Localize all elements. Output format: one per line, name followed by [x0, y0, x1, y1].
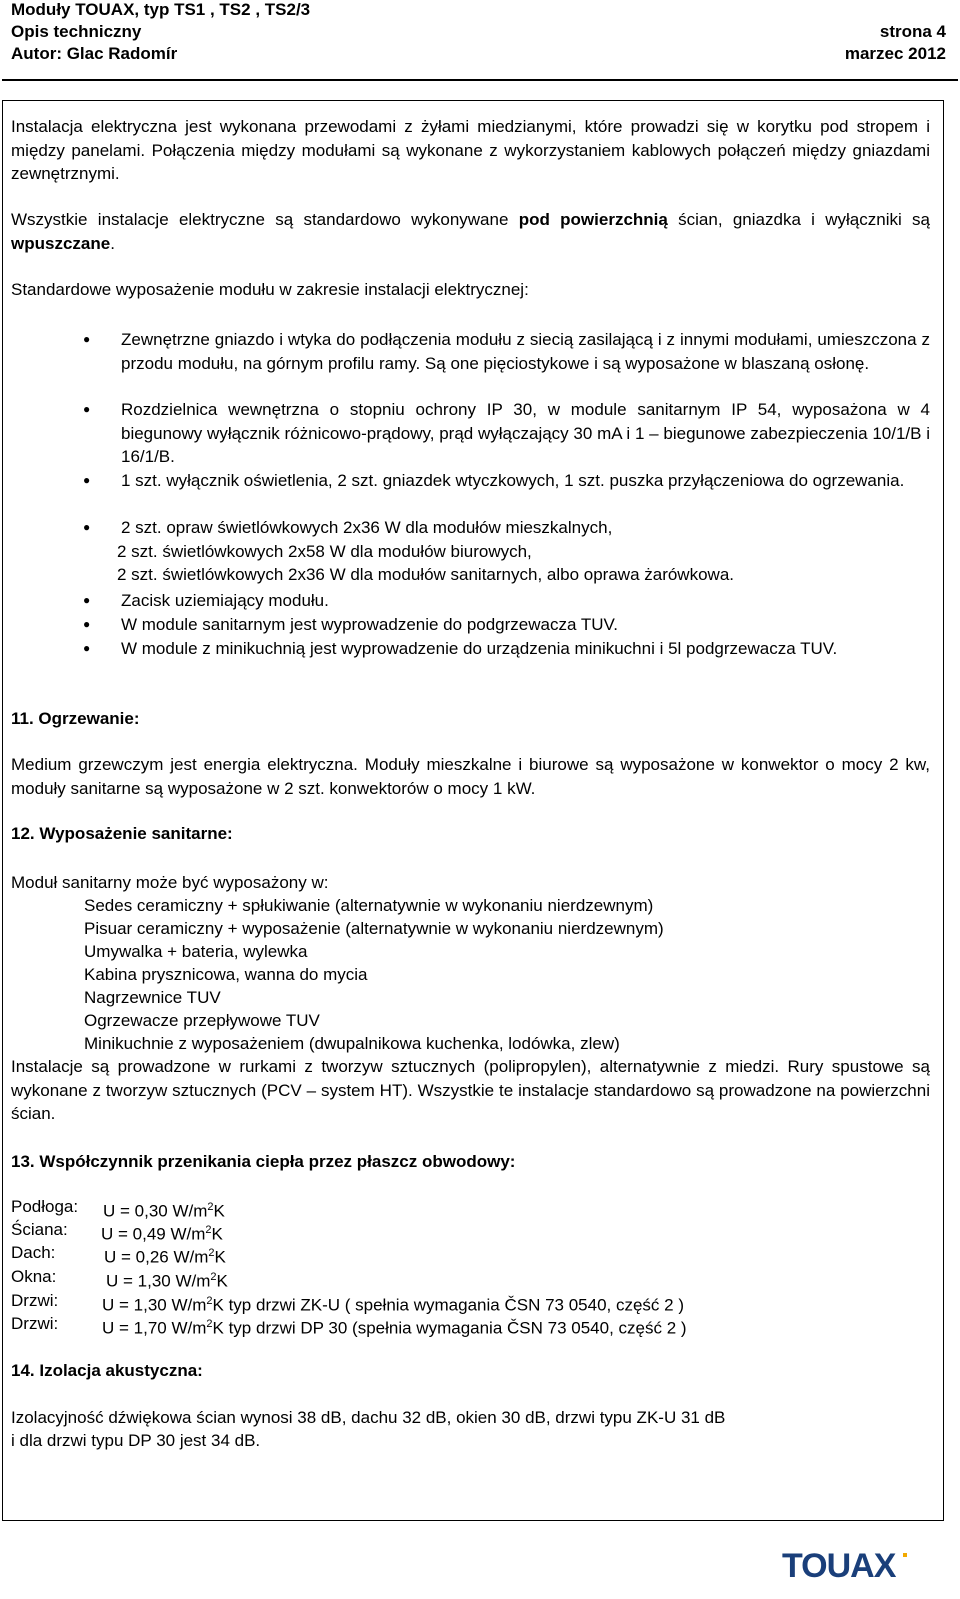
- u-value-unit: K: [211, 1224, 223, 1244]
- u-row-value: [102, 1312, 687, 1341]
- section-12-text: Instalacje są prowadzone w rurkami z tworzyw sztucznych (polipropylen), alternatywnie z miedzi. Rury spustowe są wykonane z tworzyw sztucznych (PCV – system HT). Wszystkie te instalacje standardowo są prowadzone na powierzchni ścian.: [11, 1057, 930, 1123]
- section-12-heading: 12. Wyposażenie sanitarne:: [11, 824, 233, 843]
- u-value-text: U = 0,49 W/m: [101, 1224, 206, 1244]
- intro-paragraph-1: Instalacja elektryczna jest wykonana przewodami z żyłami miedzianymi, które prowadzi się w korytku pod stropem i między panelami. Połączenia między modułami są wykonane z wykorzystaniem kablowych połączeń między gniazdami zewnętrznymi.: [11, 117, 930, 183]
- document-date: marzec 2012: [844, 44, 946, 63]
- list-item: W module sanitarnym jest wyprowadzenie do podgrzewacza TUV.: [121, 615, 619, 634]
- sanitary-item: Nagrzewnice TUV: [84, 988, 221, 1007]
- document-author: Autor: Glac Radomír: [11, 44, 178, 63]
- u-value-text: U = 1,30 W/m: [102, 1295, 207, 1315]
- bullet-icon: ●: [83, 402, 91, 416]
- bullet-icon: ●: [83, 520, 91, 534]
- p2-text-b: ścian, gniazdka i wyłączniki są: [667, 210, 931, 229]
- u-row-label: Ściana:: [11, 1220, 68, 1239]
- bullet-icon: ●: [83, 593, 91, 607]
- bullet-icon: ●: [83, 617, 91, 631]
- u-value-unit: K: [212, 1318, 224, 1338]
- sanitary-item: Kabina prysznicowa, wanna do mycia: [84, 965, 368, 984]
- p2-bold-a: pod powierzchnią: [518, 210, 668, 229]
- list-item: Rozdzielnica wewnętrzna o stopniu ochrony IP 30, w module sanitarnym IP 54, wyposażona w 4 biegunowy wyłącznik różnicowo-prądowy, prąd wyłączający 30 mA i 1 – biegunowe zabezpieczenia 10/1/B i 16/1/B.: [121, 400, 930, 466]
- u-row-label: Drzwi:: [11, 1291, 59, 1310]
- sanitary-item: Umywalka + bateria, wylewka: [84, 942, 308, 961]
- u-row-label: Drzwi:: [11, 1314, 59, 1333]
- u-value-sup: 2: [210, 1271, 217, 1283]
- bullet-icon: ●: [83, 332, 91, 346]
- document-subtitle: Opis techniczny: [11, 22, 142, 41]
- list-item: 1 szt. wyłącznik oświetlenia, 2 szt. gniazdek wtyczkowych, 1 szt. puszka przyłączeniowa do ogrzewania.: [121, 471, 905, 490]
- u-value-text: U = 1,70 W/m: [102, 1318, 207, 1338]
- u-value-note: typ drzwi ZK-U ( spełnia wymagania ČSN 73 0540, część 2 ): [223, 1295, 684, 1315]
- p2-text-a: Wszystkie instalacje elektryczne są standardowo wykonywane: [11, 210, 519, 229]
- sanitary-item: Sedes ceramiczny + spłukiwanie (alternatywnie w wykonaniu nierdzewnym): [84, 896, 654, 915]
- bullet-icon: ●: [83, 641, 91, 655]
- section-14-text-line-1: Izolacyjność dźwiękowa ścian wynosi 38 dB, dachu 32 dB, okien 30 dB, drzwi typu ZK-U 31 dB: [11, 1408, 726, 1427]
- section-11-text: Medium grzewczym jest energia elektryczna. Moduły mieszkalne i biurowe są wyposażone w konwektor o mocy 2 kw, moduły sanitarne są wyposażone w 2 szt. konwektorów o mocy 1 kW.: [11, 755, 930, 798]
- u-row-label: Dach:: [11, 1243, 56, 1262]
- list-item-continuation: 2 szt. świetlówkowych 2x36 W dla modułów sanitarnych, albo oprawa żarówkowa.: [117, 565, 734, 584]
- list-item: Zewnętrzne gniazdo i wtyka do podłączenia modułu z siecią zasilającą i z innymi modułami, umieszczona z przodu modułu, na górnym profilu ramy. Są one pięciostykowe i są wyposażone w blaszaną osłonę.: [121, 330, 930, 373]
- list-item: W module z minikuchnią jest wyprowadzenie do urządzenia minikuchni i 5l podgrzewacza TUV.: [121, 639, 838, 658]
- document-title: Moduły TOUAX, typ TS1 , TS2 , TS2/3: [11, 0, 311, 19]
- u-value-note: typ drzwi DP 30 (spełnia wymagania ČSN 73 0540, część 2 ): [223, 1318, 687, 1338]
- u-value-text: U = 0,26 W/m: [104, 1247, 209, 1267]
- sanitary-item: Ogrzewacze przepływowe TUV: [84, 1011, 320, 1030]
- header-rule: [2, 79, 958, 81]
- logo-accent: [903, 1553, 907, 1557]
- section-13-heading: 13. Współczynnik przenikania ciepła przez płaszcz obwodowy:: [11, 1152, 516, 1171]
- u-row-label: Podłoga:: [11, 1197, 79, 1216]
- list-item: Zacisk uziemiający modułu.: [121, 591, 329, 610]
- list-item: 2 szt. opraw świetlówkowych 2x36 W dla modułów mieszkalnych,: [121, 518, 613, 537]
- u-value-text: U = 0,30 W/m: [103, 1201, 208, 1221]
- u-value-sup: 2: [206, 1295, 213, 1307]
- intro-paragraph-3: Standardowe wyposażenie modułu w zakresie instalacji elektrycznej:: [11, 280, 529, 299]
- section-14-text-line-2: i dla drzwi typu DP 30 jest 34 dB.: [11, 1431, 261, 1450]
- section-12-intro: Moduł sanitarny może być wyposażony w:: [11, 873, 329, 892]
- u-value-sup: 2: [205, 1224, 212, 1236]
- touax-logo-graphic: [782, 1547, 932, 1583]
- u-value-sup: 2: [206, 1318, 213, 1330]
- bullet-icon: ●: [83, 473, 91, 487]
- logo-text: TOUAX: [782, 1547, 896, 1583]
- section-11-heading: 11. Ogrzewanie:: [11, 709, 140, 728]
- u-value-unit: K: [213, 1201, 225, 1221]
- p2-bold-b: wpuszczane: [11, 233, 111, 253]
- u-value-text: U = 1,30 W/m: [106, 1271, 211, 1291]
- sanitary-item: Minikuchnie z wyposażeniem (dwupalnikowa kuchenka, lodówka, zlew): [84, 1034, 620, 1053]
- list-item-continuation: 2 szt. świetlówkowych 2x58 W dla modułów biurowych,: [117, 542, 532, 561]
- page-number: strona 4: [879, 22, 946, 41]
- u-value-unit: K: [214, 1247, 226, 1267]
- sanitary-item: Pisuar ceramiczny + wyposażenie (alternatywnie w wykonaniu nierdzewnym): [84, 919, 664, 938]
- u-value-unit: K: [216, 1271, 228, 1291]
- u-value-sup: 2: [208, 1247, 215, 1259]
- intro-paragraph-2: [11, 208, 930, 255]
- u-row-label: Okna:: [11, 1267, 57, 1286]
- u-value-unit: K: [212, 1295, 224, 1315]
- touax-logo: [782, 1547, 932, 1588]
- section-14-heading: 14. Izolacja akustyczna:: [11, 1361, 203, 1380]
- p2-text-c: .: [110, 233, 115, 253]
- u-value-sup: 2: [207, 1201, 214, 1213]
